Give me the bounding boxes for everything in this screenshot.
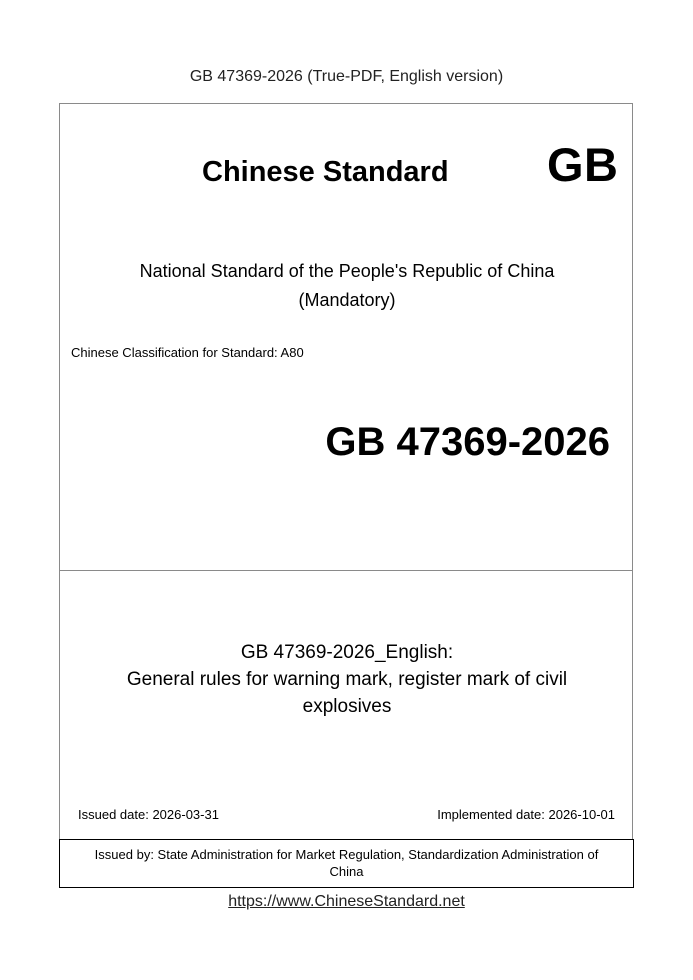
- chinese-standard-heading: Chinese Standard: [202, 156, 449, 188]
- standard-number: GB 47369-2026: [325, 420, 610, 464]
- national-standard-label: [60, 257, 634, 315]
- cover-bottom-section: [60, 571, 632, 839]
- classification-label: Chinese Classification for Standard: A80: [71, 345, 304, 360]
- issued-date: Issued date: 2026-03-31: [78, 807, 219, 822]
- cover-top-section: [60, 104, 632, 571]
- issuer-line: Issued by: State Administration for Market Regulation, Standardization Administration of: [94, 847, 599, 862]
- national-standard-line: National Standard of the People's Republic of China: [139, 261, 555, 281]
- issuer-line-cont: China: [329, 864, 364, 879]
- issuer-box: [59, 839, 634, 888]
- cover-frame: [59, 103, 633, 840]
- gb-mark: GB: [547, 138, 619, 191]
- title-line-name-cont: explosives: [302, 696, 392, 717]
- document-title: [60, 639, 634, 720]
- title-line-number: GB 47369-2026_English:: [240, 642, 454, 663]
- website-link[interactable]: https://www.ChineseStandard.net: [228, 893, 465, 910]
- implemented-date: Implemented date: 2026-10-01: [437, 807, 615, 822]
- mandatory-label: (Mandatory): [298, 290, 396, 310]
- title-line-name: General rules for warning mark, register mark of civil: [126, 669, 568, 690]
- document-header-title: GB 47369-2026 (True-PDF, English version): [189, 68, 504, 85]
